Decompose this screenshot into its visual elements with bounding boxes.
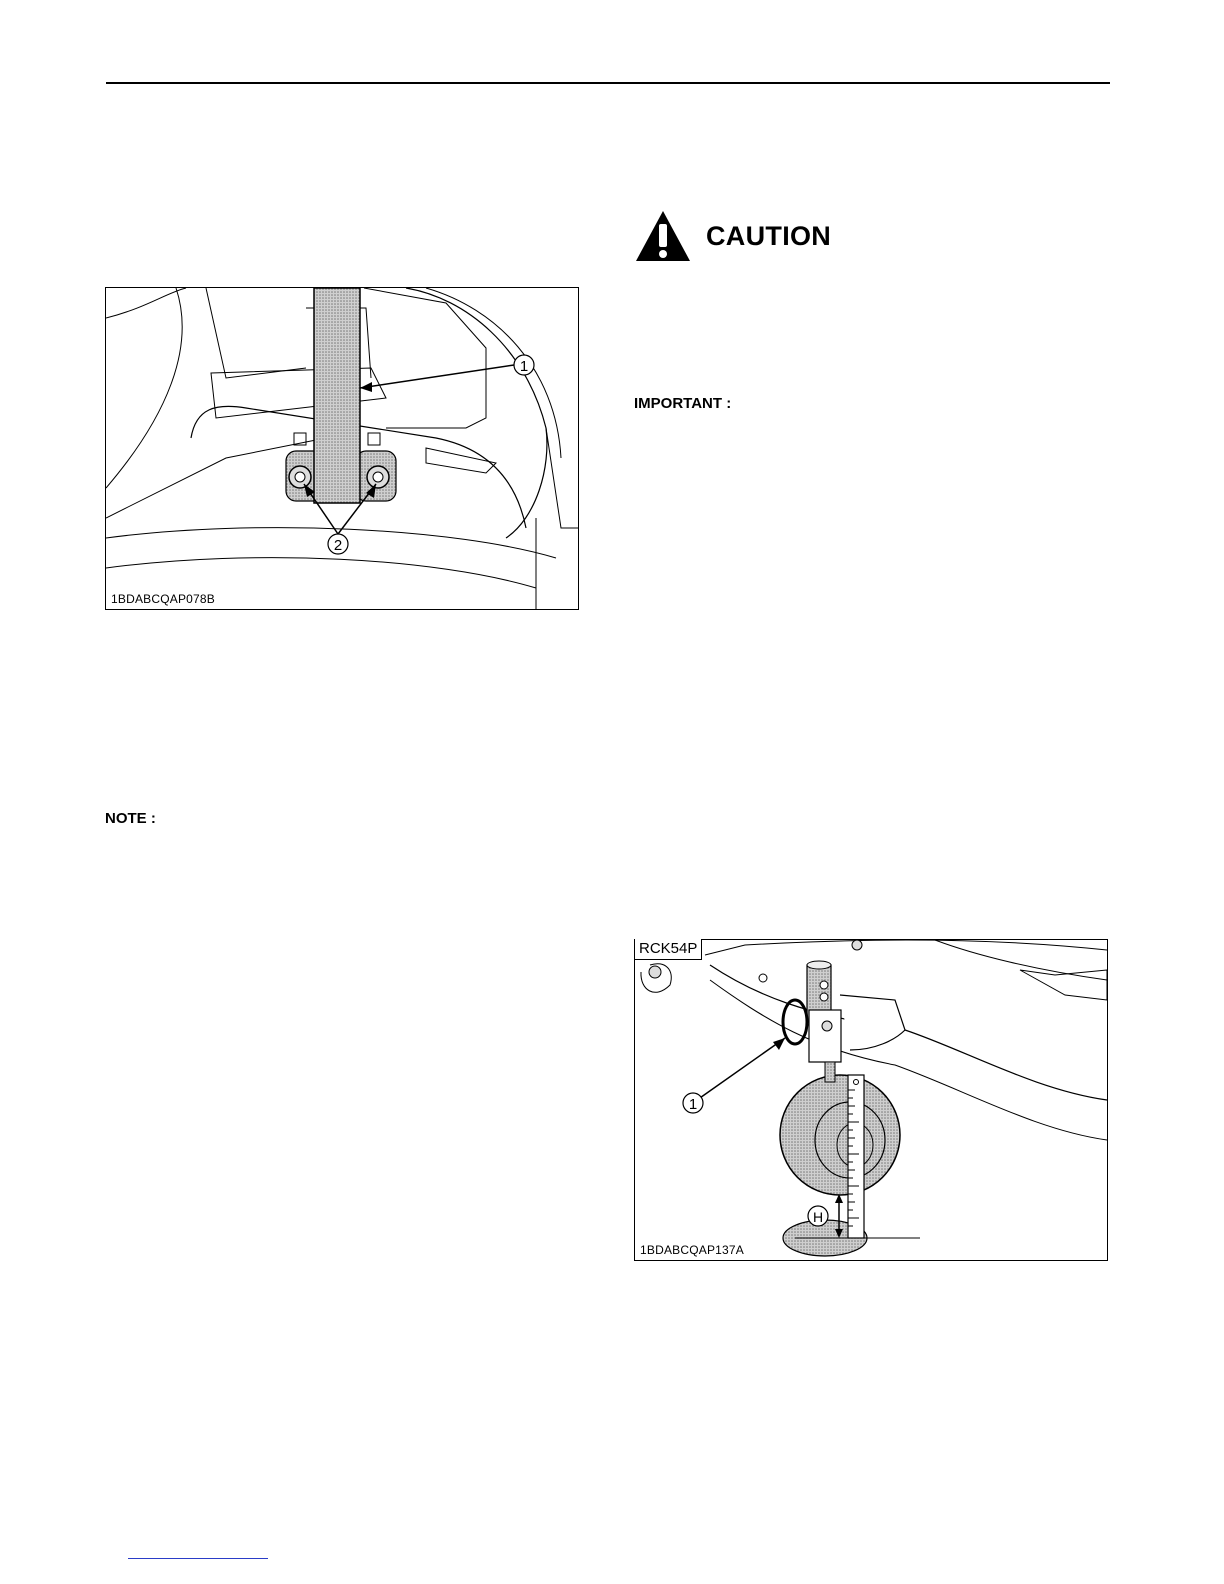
svg-text:2: 2 bbox=[333, 537, 343, 554]
svg-text:1: 1 bbox=[688, 1096, 698, 1113]
gauge-wheel-illustration bbox=[635, 940, 1107, 1260]
svg-text:H: H bbox=[812, 1209, 824, 1225]
footer-link-underline[interactable] bbox=[128, 1558, 268, 1559]
caution-header bbox=[634, 208, 831, 264]
warning-triangle-icon bbox=[634, 209, 692, 263]
model-tag: RCK54P bbox=[635, 939, 702, 960]
important-label: IMPORTANT : bbox=[634, 395, 732, 412]
belt-cover-illustration bbox=[106, 288, 578, 609]
figure-code: 1BDABCQAP137A bbox=[640, 1243, 744, 1257]
svg-text:1: 1 bbox=[519, 358, 529, 375]
figure-gauge-wheel bbox=[634, 939, 1108, 1261]
caution-label: CAUTION bbox=[706, 220, 832, 251]
figure-code: 1BDABCQAP078B bbox=[111, 592, 215, 606]
note-label: NOTE : bbox=[105, 810, 156, 827]
header-rule bbox=[106, 82, 1110, 84]
figure-belt-cover bbox=[105, 287, 579, 610]
